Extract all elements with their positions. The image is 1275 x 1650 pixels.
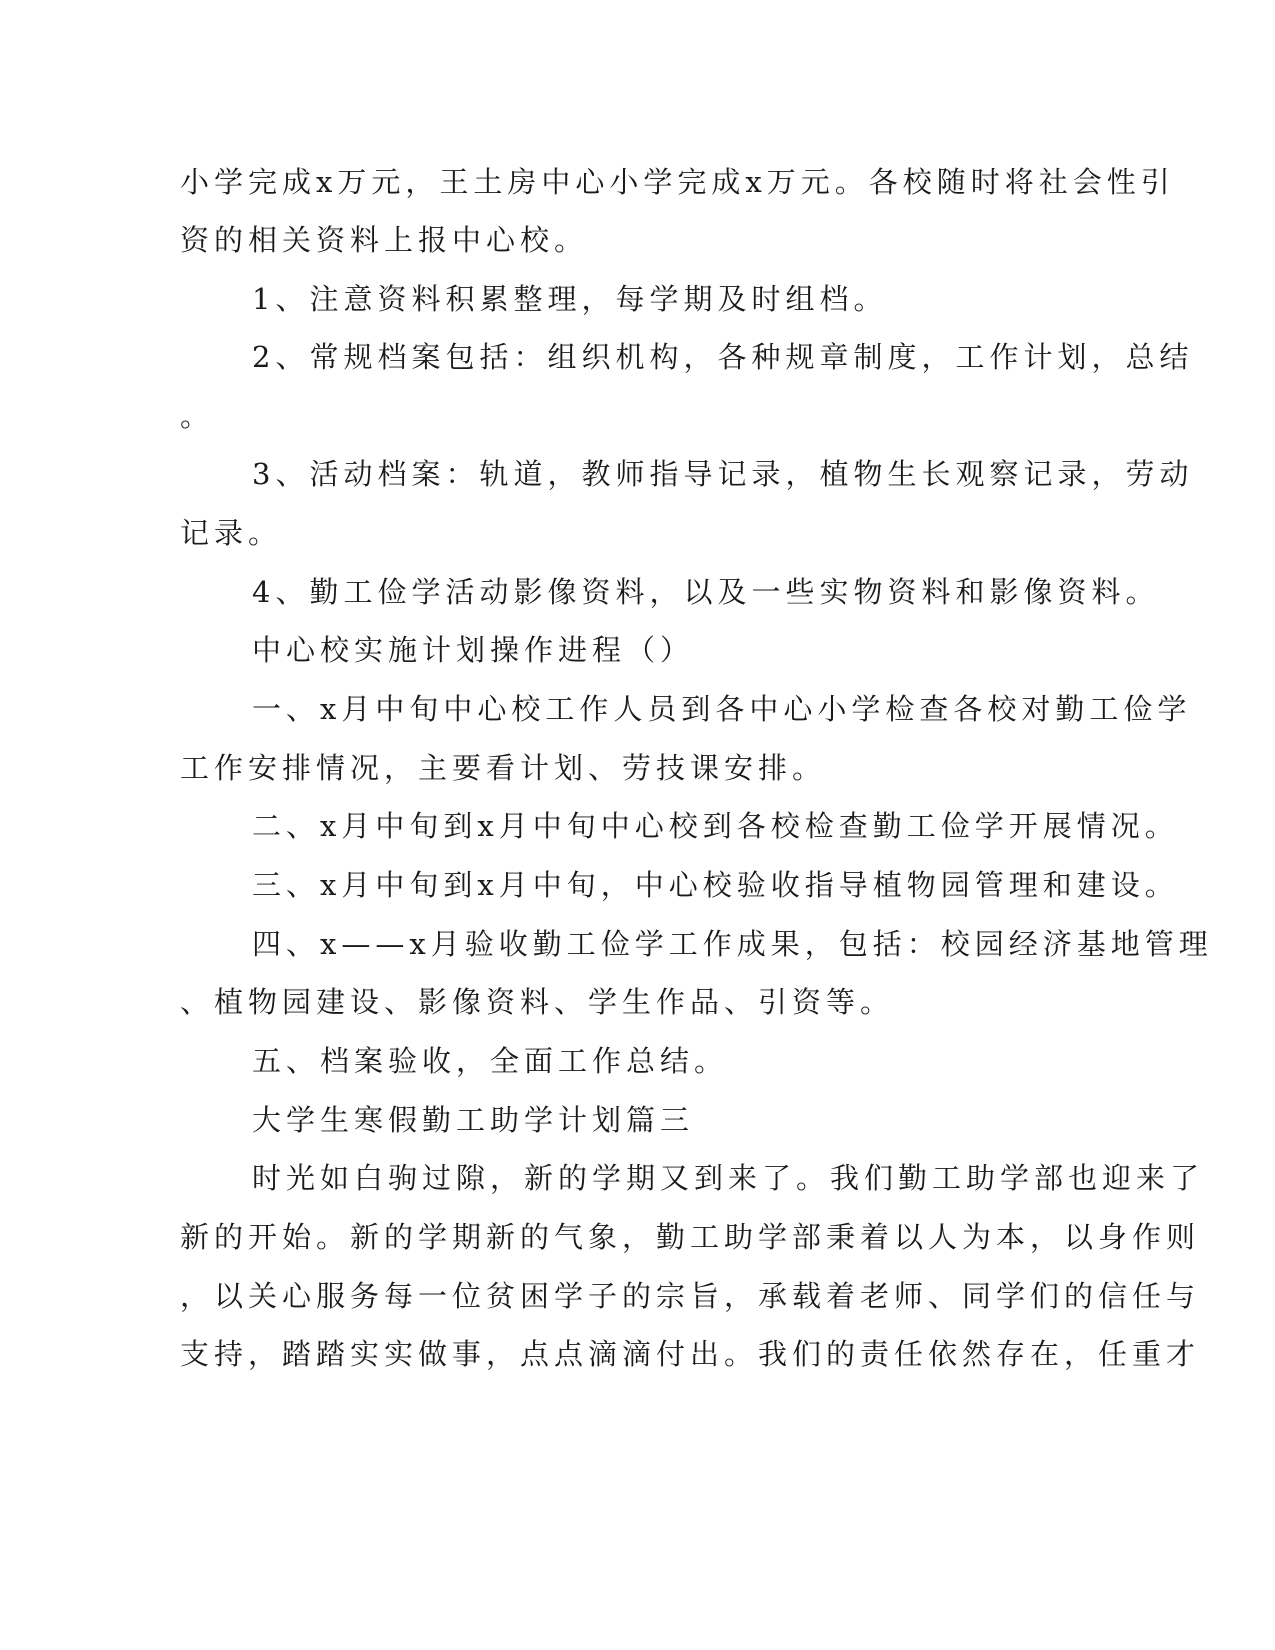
paragraph-line: 时光如白驹过隙，新的学期又到来了。我们勤工助学部也迎来了 — [252, 1161, 1205, 1195]
paragraph-line: 、植物园建设、影像资料、学生作品、引资等。 — [180, 985, 895, 1019]
paragraph-line: 新的开始。新的学期新的气象，勤工助学部秉着以人为本，以身作则 — [180, 1220, 1201, 1254]
paragraph-line: 资的相关资料上报中心校。 — [180, 223, 589, 257]
list-item-4: 4、勤工俭学活动影像资料，以及一些实物资料和影像资料。 — [252, 575, 1160, 609]
step-item-2: 二、x月中旬到x月中旬中心校到各校检查勤工俭学开展情况。 — [252, 809, 1179, 843]
step-item-5: 五、档案验收，全面工作总结。 — [252, 1044, 729, 1078]
list-item-1: 1、注意资料积累整理，每学期及时组档。 — [252, 282, 888, 316]
paragraph-line: 工作安排情况，主要看计划、劳技课安排。 — [180, 751, 827, 785]
paragraph-line: 支持，踏踏实实做事，点点滴滴付出。我们的责任依然存在，任重才 — [180, 1337, 1201, 1371]
step-item-4: 四、x——x月验收勤工俭学工作成果，包括：校园经济基地管理 — [252, 927, 1213, 961]
paragraph-line: 小学完成x万元，王土房中心小学完成x万元。各校随时将社会性引 — [180, 165, 1175, 199]
paragraph-line: ，以关心服务每一位贫困学子的宗旨，承载着老师、同学们的信任与 — [180, 1279, 1201, 1313]
step-item-3: 三、x月中旬到x月中旬，中心校验收指导植物园管理和建设。 — [252, 868, 1179, 902]
section-title: 大学生寒假勤工助学计划篇三 — [252, 1103, 695, 1137]
list-item-2: 2、常规档案包括：组织机构，各种规章制度，工作计划，总结 — [252, 340, 1194, 374]
list-item-3: 3、活动档案：轨道，教师指导记录，植物生长观察记录，劳动 — [252, 457, 1194, 491]
paragraph-line: 。 — [180, 399, 215, 433]
paragraph-line: 记录。 — [180, 516, 283, 550]
section-heading: 中心校实施计划操作进程（） — [252, 633, 695, 667]
step-item-1: 一、x月中旬中心校工作人员到各中心小学检查各校对勤工俭学 — [252, 692, 1192, 726]
